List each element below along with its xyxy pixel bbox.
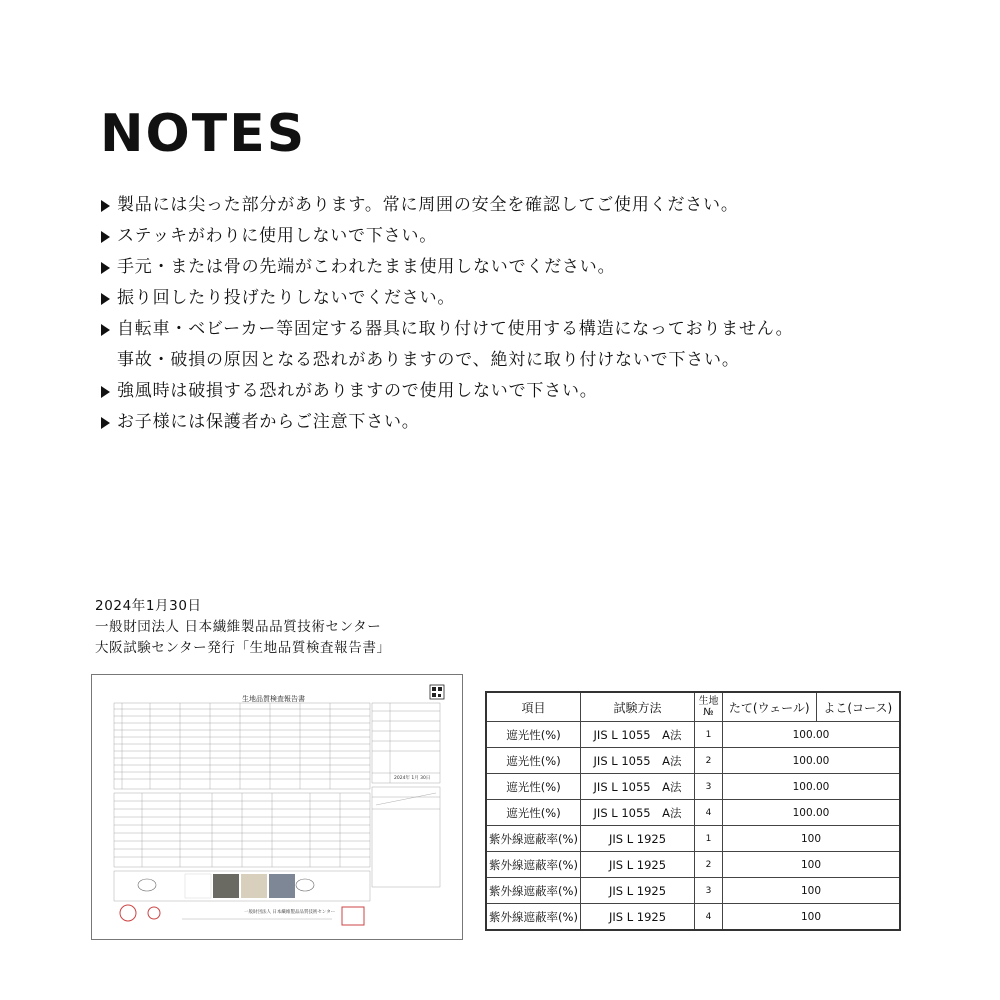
report-heading: 生地品質検査報告書 — [242, 695, 305, 703]
note-continuation — [100, 345, 980, 376]
table-row — [486, 774, 900, 800]
cell-ground-no: 2 — [695, 852, 723, 878]
cell-item: 遮光性(%) — [486, 722, 581, 748]
cell-value: 100 — [723, 904, 901, 931]
cell-ground-no: 1 — [695, 722, 723, 748]
cell-value: 100 — [723, 878, 901, 904]
report-document-image — [91, 674, 463, 940]
cell-method: JIS L 1055 A法 — [581, 722, 695, 748]
cell-value: 100.00 — [723, 748, 901, 774]
table-header-row — [486, 692, 900, 722]
cell-ground-no: 4 — [695, 800, 723, 826]
cell-method: JIS L 1925 — [581, 878, 695, 904]
note-item — [100, 376, 980, 407]
table-row — [486, 748, 900, 774]
note-text: ステッキがわりに使用しないで下さい。 — [117, 226, 438, 246]
note-item — [100, 283, 980, 314]
cell-method: JIS L 1925 — [581, 852, 695, 878]
table-row — [486, 800, 900, 826]
note-text: お子様には保護者からご注意下さい。 — [117, 412, 420, 432]
cell-value: 100 — [723, 852, 901, 878]
note-item — [100, 252, 980, 283]
note-text: 製品には尖った部分があります。常に周囲の安全を確認してご使用ください。 — [117, 195, 739, 215]
cell-method: JIS L 1925 — [581, 904, 695, 931]
cell-ground-no: 3 — [695, 774, 723, 800]
cell-value: 100 — [723, 826, 901, 852]
header-method: 試験方法 — [581, 692, 695, 722]
report-organization: 一般財団法人 日本繊維製品品質技術センター — [95, 619, 382, 635]
cell-item: 遮光性(%) — [486, 748, 581, 774]
header-item: 項目 — [486, 692, 581, 722]
triangle-bullet-icon — [101, 200, 110, 212]
note-text: 振り回したり投げたりしないでください。 — [117, 288, 456, 308]
cell-method: JIS L 1925 — [581, 826, 695, 852]
cell-item: 遮光性(%) — [486, 800, 581, 826]
note-item — [100, 407, 980, 438]
cell-ground-no: 1 — [695, 826, 723, 852]
triangle-bullet-icon — [101, 231, 110, 243]
cell-value: 100.00 — [723, 722, 901, 748]
header-weft: よこ(コース) — [816, 692, 900, 722]
cell-item: 紫外線遮蔽率(%) — [486, 852, 581, 878]
report-source — [95, 596, 391, 659]
header-warp: たて(ウェール) — [723, 692, 817, 722]
fabric-swatches — [114, 871, 370, 901]
seal-stamp — [120, 905, 136, 921]
seal-stamp — [148, 907, 160, 919]
note-item — [100, 314, 980, 345]
note-text: 強風時は破損する恐れがありますので使用しないで下さい。 — [117, 381, 598, 401]
report-upper-table — [114, 703, 370, 789]
report-date: 2024年1月30日 — [95, 598, 202, 614]
cell-method: JIS L 1055 A法 — [581, 774, 695, 800]
notes-list — [100, 190, 980, 438]
page-title: NOTES — [100, 104, 307, 164]
table-row — [486, 826, 900, 852]
cell-method: JIS L 1055 A法 — [581, 800, 695, 826]
cell-value: 100.00 — [723, 774, 901, 800]
report-results-table — [114, 787, 440, 887]
cell-ground-no: 2 — [695, 748, 723, 774]
cell-ground-no: 4 — [695, 904, 723, 931]
report-info-block — [372, 703, 440, 783]
cell-item: 紫外線遮蔽率(%) — [486, 826, 581, 852]
report-issuer: 大阪試験センター発行「生地品質検査報告書」 — [95, 640, 391, 656]
triangle-bullet-icon — [101, 417, 110, 429]
table-row — [486, 904, 900, 931]
note-text: 自転車・ベビーカー等固定する器具に取り付けて使用する構造になっておりません。 — [117, 319, 794, 339]
note-text: 手元・または骨の先端がこわれたまま使用しないでください。 — [117, 257, 616, 277]
table-row — [486, 878, 900, 904]
test-results-table — [485, 691, 901, 931]
report-scan-graphic — [92, 675, 462, 939]
org-stamp — [342, 907, 364, 925]
triangle-bullet-icon — [101, 293, 110, 305]
cell-item: 紫外線遮蔽率(%) — [486, 878, 581, 904]
table-row — [486, 852, 900, 878]
report-date-line: 2024年 1月 30日 — [394, 776, 431, 781]
cell-ground-no: 3 — [695, 878, 723, 904]
cell-item: 遮光性(%) — [486, 774, 581, 800]
note-item — [100, 221, 980, 252]
cell-method: JIS L 1055 A法 — [581, 748, 695, 774]
header-ground-label: 生地 № — [698, 696, 719, 718]
triangle-bullet-icon — [101, 386, 110, 398]
header-ground-no — [695, 692, 723, 722]
triangle-bullet-icon — [101, 324, 110, 336]
table-row — [486, 722, 900, 748]
triangle-bullet-icon — [101, 262, 110, 274]
cell-item: 紫外線遮蔽率(%) — [486, 904, 581, 931]
note-item — [100, 190, 980, 221]
note-text: 事故・破損の原因となる恐れがありますので、絶対に取り付けないで下さい。 — [117, 350, 740, 370]
cell-value: 100.00 — [723, 800, 901, 826]
report-footer-org: 一般財団法人 日本繊維製品品質技術センター — [244, 910, 336, 915]
